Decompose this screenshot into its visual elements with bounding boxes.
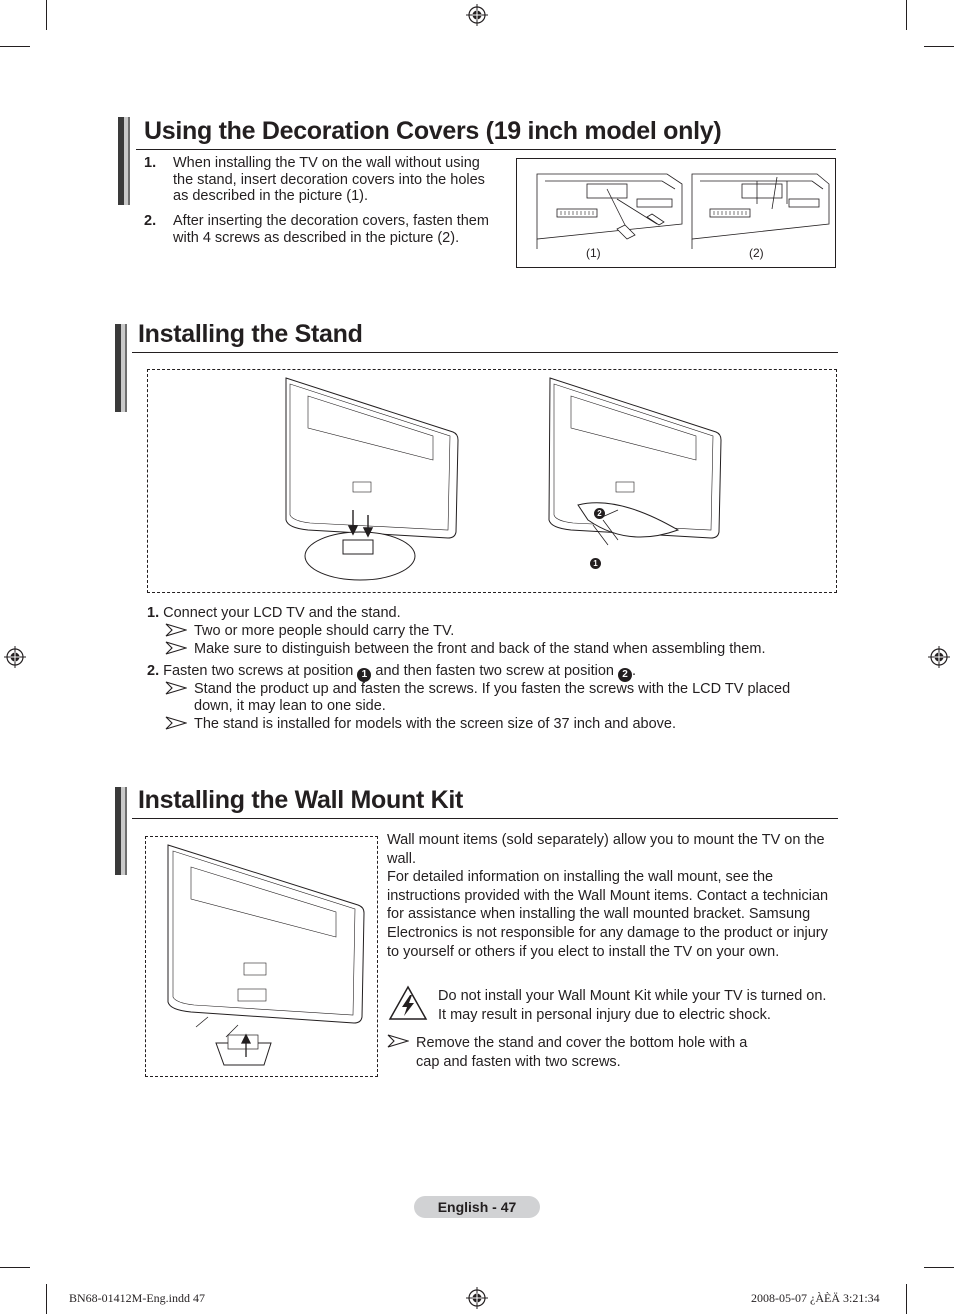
list-item: [144, 213, 504, 249]
step-text: .: [632, 663, 637, 679]
list-item: [144, 155, 504, 207]
crop-mark: [924, 46, 954, 47]
crop-mark: [924, 1267, 954, 1268]
list-text: When installing the TV on the wall without using the stand, insert decoration covers into the holes as described in the picture (1).: [173, 155, 485, 204]
decoration-cover-figure: [516, 158, 836, 268]
file-info: BN68-01412M-Eng.indd 47: [69, 1291, 205, 1305]
list-number: 2.: [144, 213, 157, 229]
crop-mark: [0, 46, 30, 47]
step-text: and then fasten two screw at position: [375, 663, 614, 679]
step-number: 1.: [147, 605, 160, 621]
crosshair-registration-icon: [4, 646, 26, 668]
figure-label: (2): [749, 246, 764, 260]
crop-mark: [0, 1267, 30, 1268]
note-text: Two or more people should carry the TV.: [194, 623, 455, 639]
note-arrow-icon: [165, 641, 187, 655]
step-1: [147, 605, 827, 622]
section-title: Installing the Wall Mount Kit: [138, 786, 464, 814]
section-bar: [115, 787, 127, 875]
step-2: [147, 663, 827, 682]
note-arrow-icon: [387, 1034, 409, 1048]
crop-mark: [906, 0, 907, 30]
print-date: 2008-05-07 ¿ÀÈÄ 3:21:34: [751, 1291, 880, 1305]
crosshair-registration-icon: [928, 646, 950, 668]
step-text: Connect your LCD TV and the stand.: [163, 605, 401, 621]
figure-label: (1): [586, 246, 601, 260]
note-text: Remove the stand and cover the bottom hole with a cap and fasten with two screws.: [416, 1035, 748, 1070]
position-marker: 2: [594, 508, 605, 519]
crop-mark: [46, 1284, 47, 1314]
note-text: The stand is installed for models with the screen size of 37 inch and above.: [194, 716, 676, 732]
tv-wall-mount-illustration: [146, 837, 377, 1076]
section-title: Installing the Stand: [138, 320, 363, 348]
note-text: Make sure to distinguish between the front and back of the stand when assembling them.: [194, 641, 766, 657]
section-bar: [118, 117, 130, 205]
page-number-badge: English - 47: [414, 1196, 540, 1218]
section-title: Using the Decoration Covers (19 inch model only): [144, 117, 722, 145]
tv-back-illustration: [517, 159, 835, 267]
warning-text: Do not install your Wall Mount Kit while your TV is turned on. It may result in personal injury due to electric shock.: [438, 988, 827, 1023]
note-arrow-icon: [165, 681, 187, 695]
electric-shock-warning-icon: [388, 985, 428, 1021]
position-marker: 1: [590, 558, 601, 569]
step-number: 2.: [147, 663, 160, 679]
note-arrow-icon: [165, 623, 187, 637]
section-bar: [115, 324, 127, 412]
list-number: 1.: [144, 155, 157, 171]
section-rule: [132, 352, 838, 353]
crop-mark: [46, 0, 47, 30]
crosshair-registration-icon: [466, 1287, 488, 1309]
position-marker: 1: [357, 668, 371, 682]
list-text: After inserting the decoration covers, fasten them with 4 screws as described in the picture (2).: [173, 213, 489, 246]
crosshair-registration-icon: [466, 4, 488, 26]
wall-mount-paragraph: Wall mount items (sold separately) allow you to mount the TV on the wall. For detailed information on installing the wall mount, see the instructions provided with the Wall Mount items. Contact a technician for assistance when installing the wall mounted bracket. Samsung Electronics is not responsible for any damage to the product or injury to yourself or others if you elect to install the TV on your own.: [387, 832, 829, 960]
note-text: Stand the product up and fasten the screws. If you fasten the screws with the LCD TV placed down, it may lean to one side.: [194, 681, 791, 714]
position-marker: 2: [618, 668, 632, 682]
stand-figure: [147, 369, 837, 593]
wall-mount-figure: [145, 836, 378, 1077]
tv-stand-illustration: [148, 370, 836, 592]
step-text: Fasten two screws at position: [163, 663, 354, 679]
crop-mark: [906, 1284, 907, 1314]
section-rule: [132, 818, 838, 819]
note-arrow-icon: [165, 716, 187, 730]
section-rule: [136, 149, 836, 150]
